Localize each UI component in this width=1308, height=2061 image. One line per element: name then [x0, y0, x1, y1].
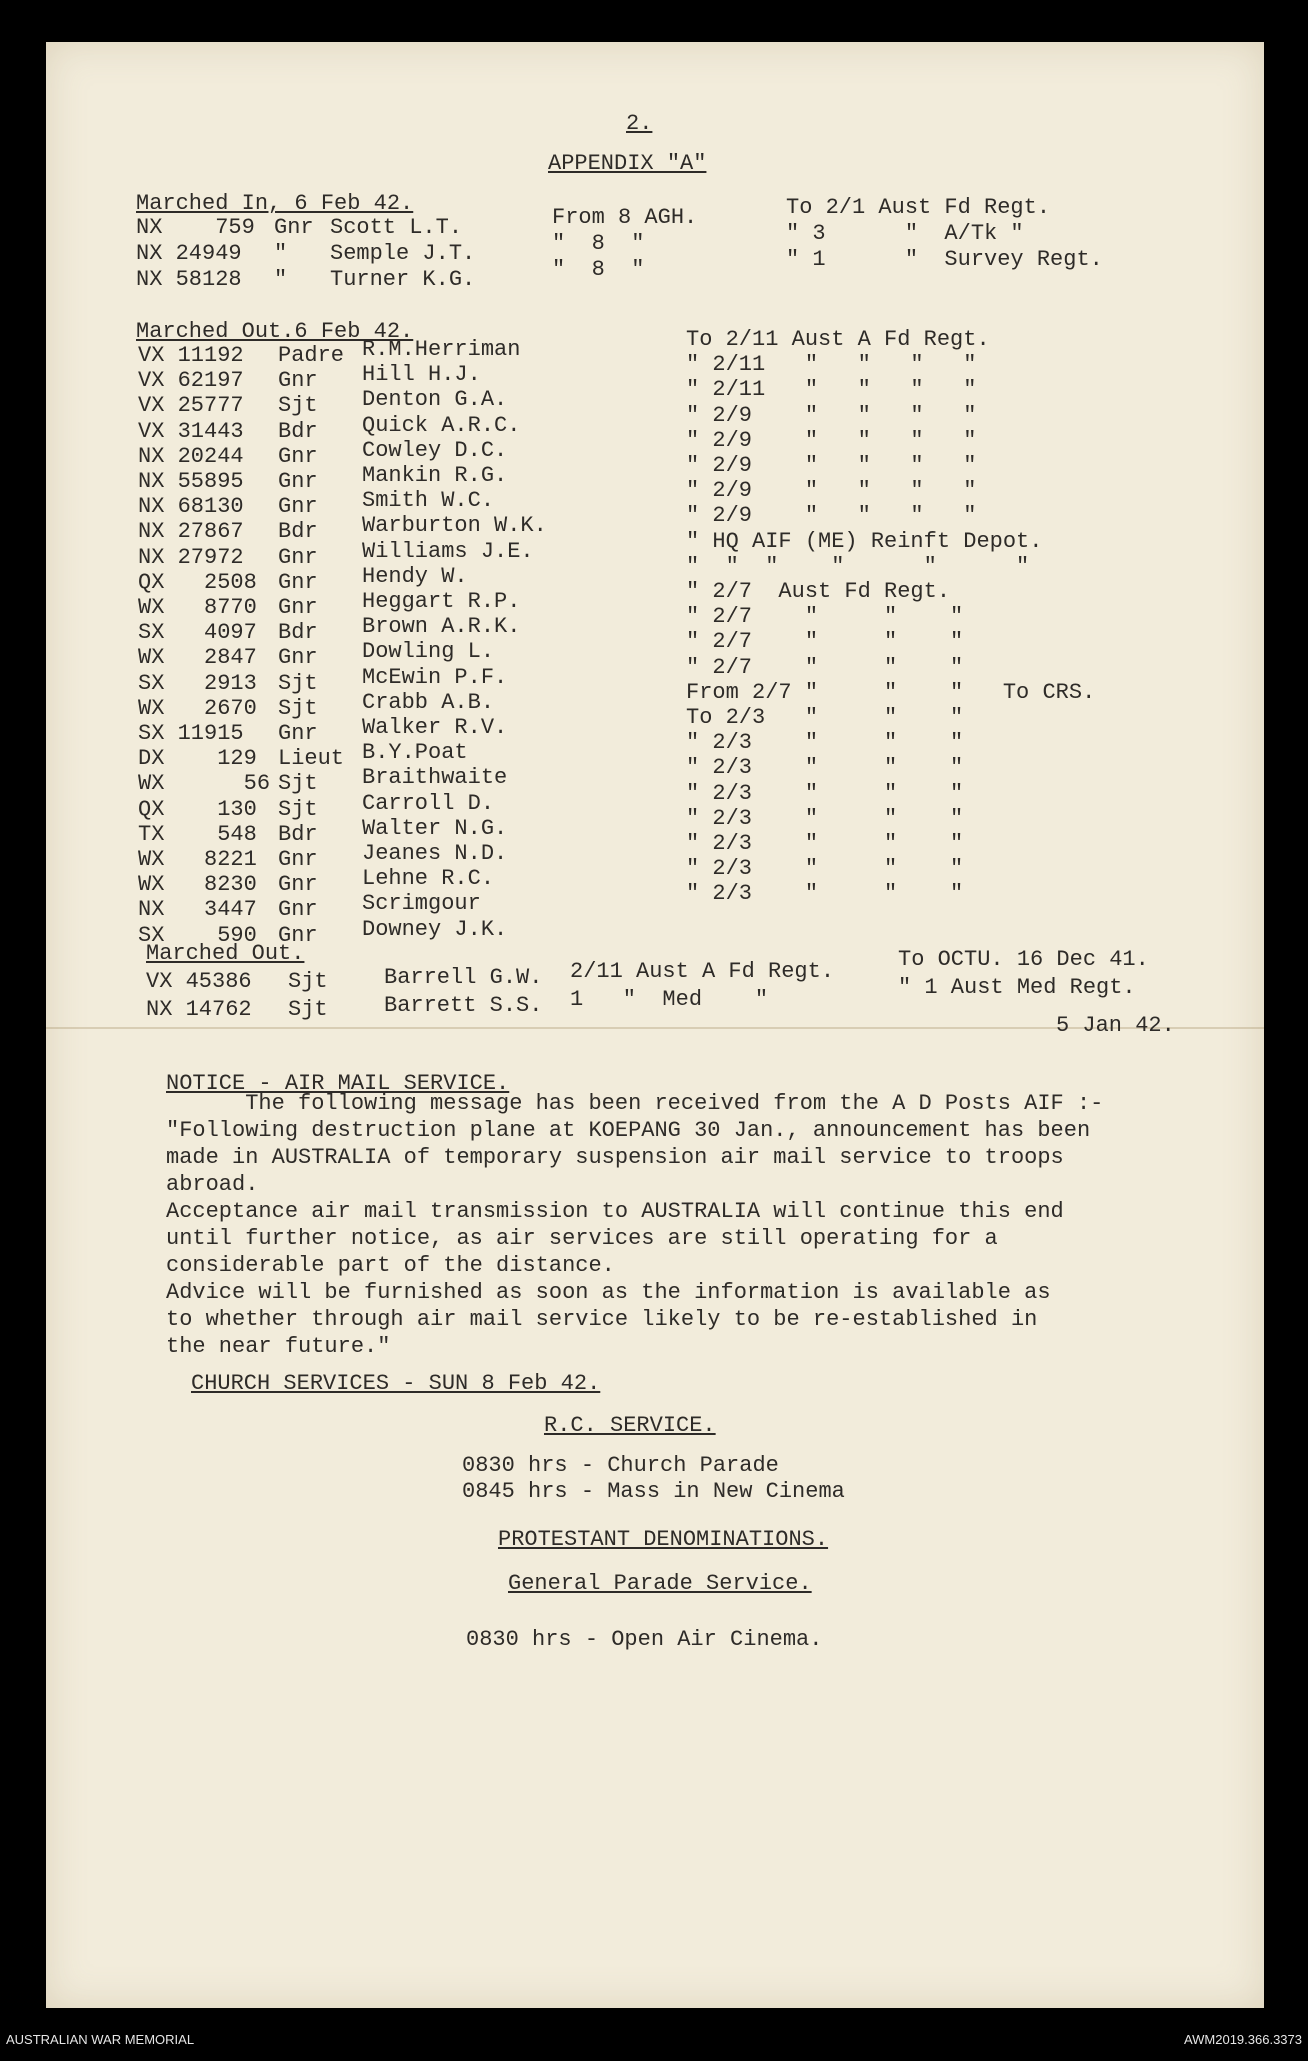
destination-unit: " 2/3 " " "	[686, 881, 964, 907]
footer-right: AWM2019.366.3373	[1183, 2032, 1302, 2047]
serial-number: SX 11915	[138, 721, 244, 746]
serial-number: VX 45386	[146, 969, 252, 994]
rank: Gnr	[278, 569, 318, 595]
serial-number: WX 56	[138, 771, 271, 797]
soldier-name: Crabb A.B.	[362, 689, 495, 715]
rank: Bdr	[278, 821, 318, 847]
serial-number: QX 2508	[138, 569, 257, 595]
soldier-name: Braithwaite	[362, 765, 508, 791]
rank: Padre	[278, 343, 345, 368]
serial-number: VX 31443	[138, 418, 244, 444]
destination-unit: From 2/7 " " " To CRS.	[686, 679, 1096, 705]
serial-number: SX 590	[138, 922, 257, 948]
rank: Sjt	[278, 771, 318, 797]
destination-unit: " 2/7 " " "	[686, 629, 964, 655]
destination-unit: " 2/9 " " " "	[686, 427, 977, 453]
from-unit: " 8 "	[552, 231, 645, 256]
soldier-name: Scrimgour	[362, 891, 481, 917]
rank: Gnr	[278, 595, 318, 620]
destination-unit: " 2/9 " " " "	[686, 453, 977, 478]
rank: Bdr	[278, 519, 318, 545]
rc-line-2: 0845 hrs - Mass in New Cinema	[462, 1479, 845, 1504]
rank: Sjt	[278, 695, 318, 721]
soldier-name: Barrell G.W.	[384, 965, 543, 990]
serial-number: DX 129	[138, 746, 257, 772]
soldier-name: Williams J.E.	[362, 538, 534, 564]
rc-heading: R.C. SERVICE.	[544, 1413, 716, 1438]
soldier-name: B.Y.Poat	[362, 740, 468, 766]
soldier-name: Quick A.R.C.	[362, 412, 521, 438]
footer-left: AUSTRALIAN WAR MEMORIAL	[6, 2032, 195, 2047]
soldier-name: Hendy W.	[362, 563, 468, 589]
from-unit: 1 " Med "	[570, 987, 769, 1012]
rank: Gnr	[278, 368, 318, 394]
serial-number: WX 2847	[138, 645, 257, 671]
serial-number: WX 8221	[138, 847, 257, 872]
notice-line: "Following destruction plane at KOEPANG 30 Jan., announcement has been	[166, 1118, 1091, 1143]
date-note: 5 Jan 42.	[1056, 1013, 1175, 1038]
soldier-name: Cowley D.C.	[362, 437, 508, 463]
page-number: 2.	[626, 111, 653, 136]
serial-number: NX 759	[136, 215, 255, 240]
appendix-title: APPENDIX "A"	[548, 151, 707, 176]
destination-unit: " 2/9 " " " "	[686, 503, 977, 529]
destination-unit: " 2/9 " " " "	[686, 478, 977, 504]
rank: Sjt	[278, 670, 318, 696]
from-unit: " 8 "	[552, 257, 645, 282]
notice-line: considerable part of the distance.	[166, 1253, 615, 1278]
destination-unit: " 2/3 " " "	[686, 755, 964, 781]
serial-number: NX 58128	[136, 267, 242, 292]
serial-number: VX 25777	[138, 393, 244, 419]
rank: "	[274, 267, 288, 292]
serial-number: SX 2913	[138, 670, 257, 696]
from-unit: 2/11 Aust A Fd Regt.	[570, 959, 835, 984]
soldier-name: Hill H.J.	[362, 362, 481, 388]
rank: Bdr	[278, 620, 318, 646]
destination-unit: " 2/9 " " " "	[686, 402, 977, 428]
destination-unit: To 2/3 " " "	[686, 705, 964, 730]
marched-out-heading: Marched Out.6 Feb 42.	[136, 319, 414, 344]
rank: "	[274, 241, 288, 266]
rc-line-1: 0830 hrs - Church Parade	[462, 1453, 779, 1478]
notice-line: The following message has been received from the A D Posts AIF :-	[166, 1091, 1104, 1116]
soldier-name: Carroll D.	[362, 790, 495, 816]
serial-number: NX 3447	[138, 897, 257, 923]
destination-unit: " HQ AIF (ME) Reinft Depot.	[686, 528, 1043, 554]
notice-line: until further notice, as air services are still operating for a	[166, 1226, 998, 1251]
soldier-name: Barrett S.S.	[384, 993, 543, 1018]
notice-line: Acceptance air mail transmission to AUSTRALIA will continue this end	[166, 1199, 1064, 1224]
rank: Sjt	[278, 796, 318, 822]
rank: Gnr	[278, 721, 318, 746]
soldier-name: Semple J.T.	[330, 241, 476, 266]
rank: Sjt	[278, 393, 318, 419]
soldier-name: Warburton W.K.	[362, 513, 547, 539]
rank: Gnr	[278, 922, 318, 948]
rank: Gnr	[278, 897, 318, 923]
soldier-name: Walter N.G.	[362, 815, 508, 841]
soldier-name: Dowling L.	[362, 639, 495, 665]
rank: Gnr	[274, 215, 314, 240]
to-unit: " 1 Aust Med Regt.	[898, 975, 1136, 1000]
notice-line: made in AUSTRALIA of temporary suspension air mail service to troops	[166, 1145, 1064, 1170]
rank: Gnr	[278, 443, 318, 469]
soldier-name: Denton G.A.	[362, 387, 508, 413]
destination-unit: " 2/3 " " "	[686, 730, 964, 756]
soldier-name: Brown A.R.K.	[362, 614, 521, 640]
serial-number: VX 11192	[138, 343, 244, 368]
destination-unit: " " " " " "	[686, 553, 1030, 579]
serial-number: NX 24949	[136, 241, 242, 266]
to-unit: To OCTU. 16 Dec 41.	[898, 947, 1149, 972]
soldier-name: Smith W.C.	[362, 488, 495, 514]
general-line: 0830 hrs - Open Air Cinema.	[466, 1627, 823, 1652]
notice-line: the near future."	[166, 1334, 391, 1359]
destination-unit: " 2/11 " " " "	[686, 352, 977, 378]
destination-unit: " 2/3 " " "	[686, 831, 964, 856]
from-unit: From 8 AGH.	[552, 205, 698, 230]
rank: Gnr	[278, 469, 318, 494]
serial-number: WX 2670	[138, 695, 257, 721]
destination-unit: " 2/11 " " " "	[686, 377, 977, 403]
rank: Sjt	[288, 997, 328, 1022]
document-page	[46, 42, 1264, 2008]
to-unit: To 2/1 Aust Fd Regt.	[786, 195, 1051, 220]
serial-number: NX 27867	[138, 519, 244, 545]
destination-unit: " 2/3 " " "	[686, 856, 964, 882]
destination-unit: " 2/7 Aust Fd Regt.	[686, 579, 951, 604]
soldier-name: Lehne R.C.	[362, 866, 495, 892]
serial-number: NX 27972	[138, 544, 244, 570]
serial-number: NX 14762	[146, 997, 252, 1022]
notice-line: to whether through air mail service likely to be re-established in	[166, 1307, 1038, 1332]
rank: Sjt	[288, 969, 328, 994]
marched-in-heading: Marched In, 6 Feb 42.	[136, 191, 414, 216]
marched-out-2-heading: Marched Out.	[146, 941, 305, 966]
rank: Gnr	[278, 544, 318, 570]
general-heading: General Parade Service.	[508, 1571, 812, 1596]
destination-unit: " 2/3 " " "	[686, 805, 964, 831]
serial-number: TX 548	[138, 821, 257, 847]
soldier-name: R.M.Herriman	[362, 337, 521, 362]
soldier-name: Scott L.T.	[330, 215, 463, 240]
rank: Lieut	[278, 746, 345, 772]
serial-number: NX 68130	[138, 494, 244, 520]
to-unit: " 1 " Survey Regt.	[786, 247, 1103, 272]
soldier-name: Downey J.K.	[362, 916, 508, 942]
serial-number: QX 130	[138, 796, 257, 822]
soldier-name: Mankin R.G.	[362, 463, 508, 488]
destination-unit: " 2/7 " " "	[686, 654, 964, 680]
destination-unit: " 2/7 " " "	[686, 604, 964, 630]
rank: Gnr	[278, 847, 318, 872]
soldier-name: McEwin P.F.	[362, 664, 508, 690]
destination-unit: " 2/3 " " "	[686, 780, 964, 806]
serial-number: WX 8230	[138, 872, 257, 898]
rank: Gnr	[278, 645, 318, 671]
rank: Gnr	[278, 872, 318, 898]
notice-line: abroad.	[166, 1172, 259, 1197]
destination-unit: To 2/11 Aust A Fd Regt.	[686, 327, 990, 352]
serial-number: NX 55895	[138, 469, 244, 494]
serial-number: WX 8770	[138, 595, 257, 620]
rank: Gnr	[278, 494, 318, 520]
church-heading: CHURCH SERVICES - SUN 8 Feb 42.	[191, 1371, 601, 1396]
soldier-name: Walker R.V.	[362, 715, 508, 740]
serial-number: SX 4097	[138, 620, 257, 646]
notice-line: Advice will be furnished as soon as the information is available as	[166, 1280, 1051, 1305]
soldier-name: Turner K.G.	[330, 267, 476, 292]
serial-number: NX 20244	[138, 443, 244, 469]
protestant-heading: PROTESTANT DENOMINATIONS.	[498, 1527, 829, 1552]
rank: Bdr	[278, 418, 318, 444]
to-unit: " 3 " A/Tk "	[786, 221, 1024, 246]
serial-number: VX 62197	[138, 368, 244, 394]
notice-heading: NOTICE - AIR MAIL SERVICE.	[166, 1071, 510, 1096]
soldier-name: Jeanes N.D.	[362, 841, 508, 866]
soldier-name: Heggart R.P.	[362, 589, 521, 614]
